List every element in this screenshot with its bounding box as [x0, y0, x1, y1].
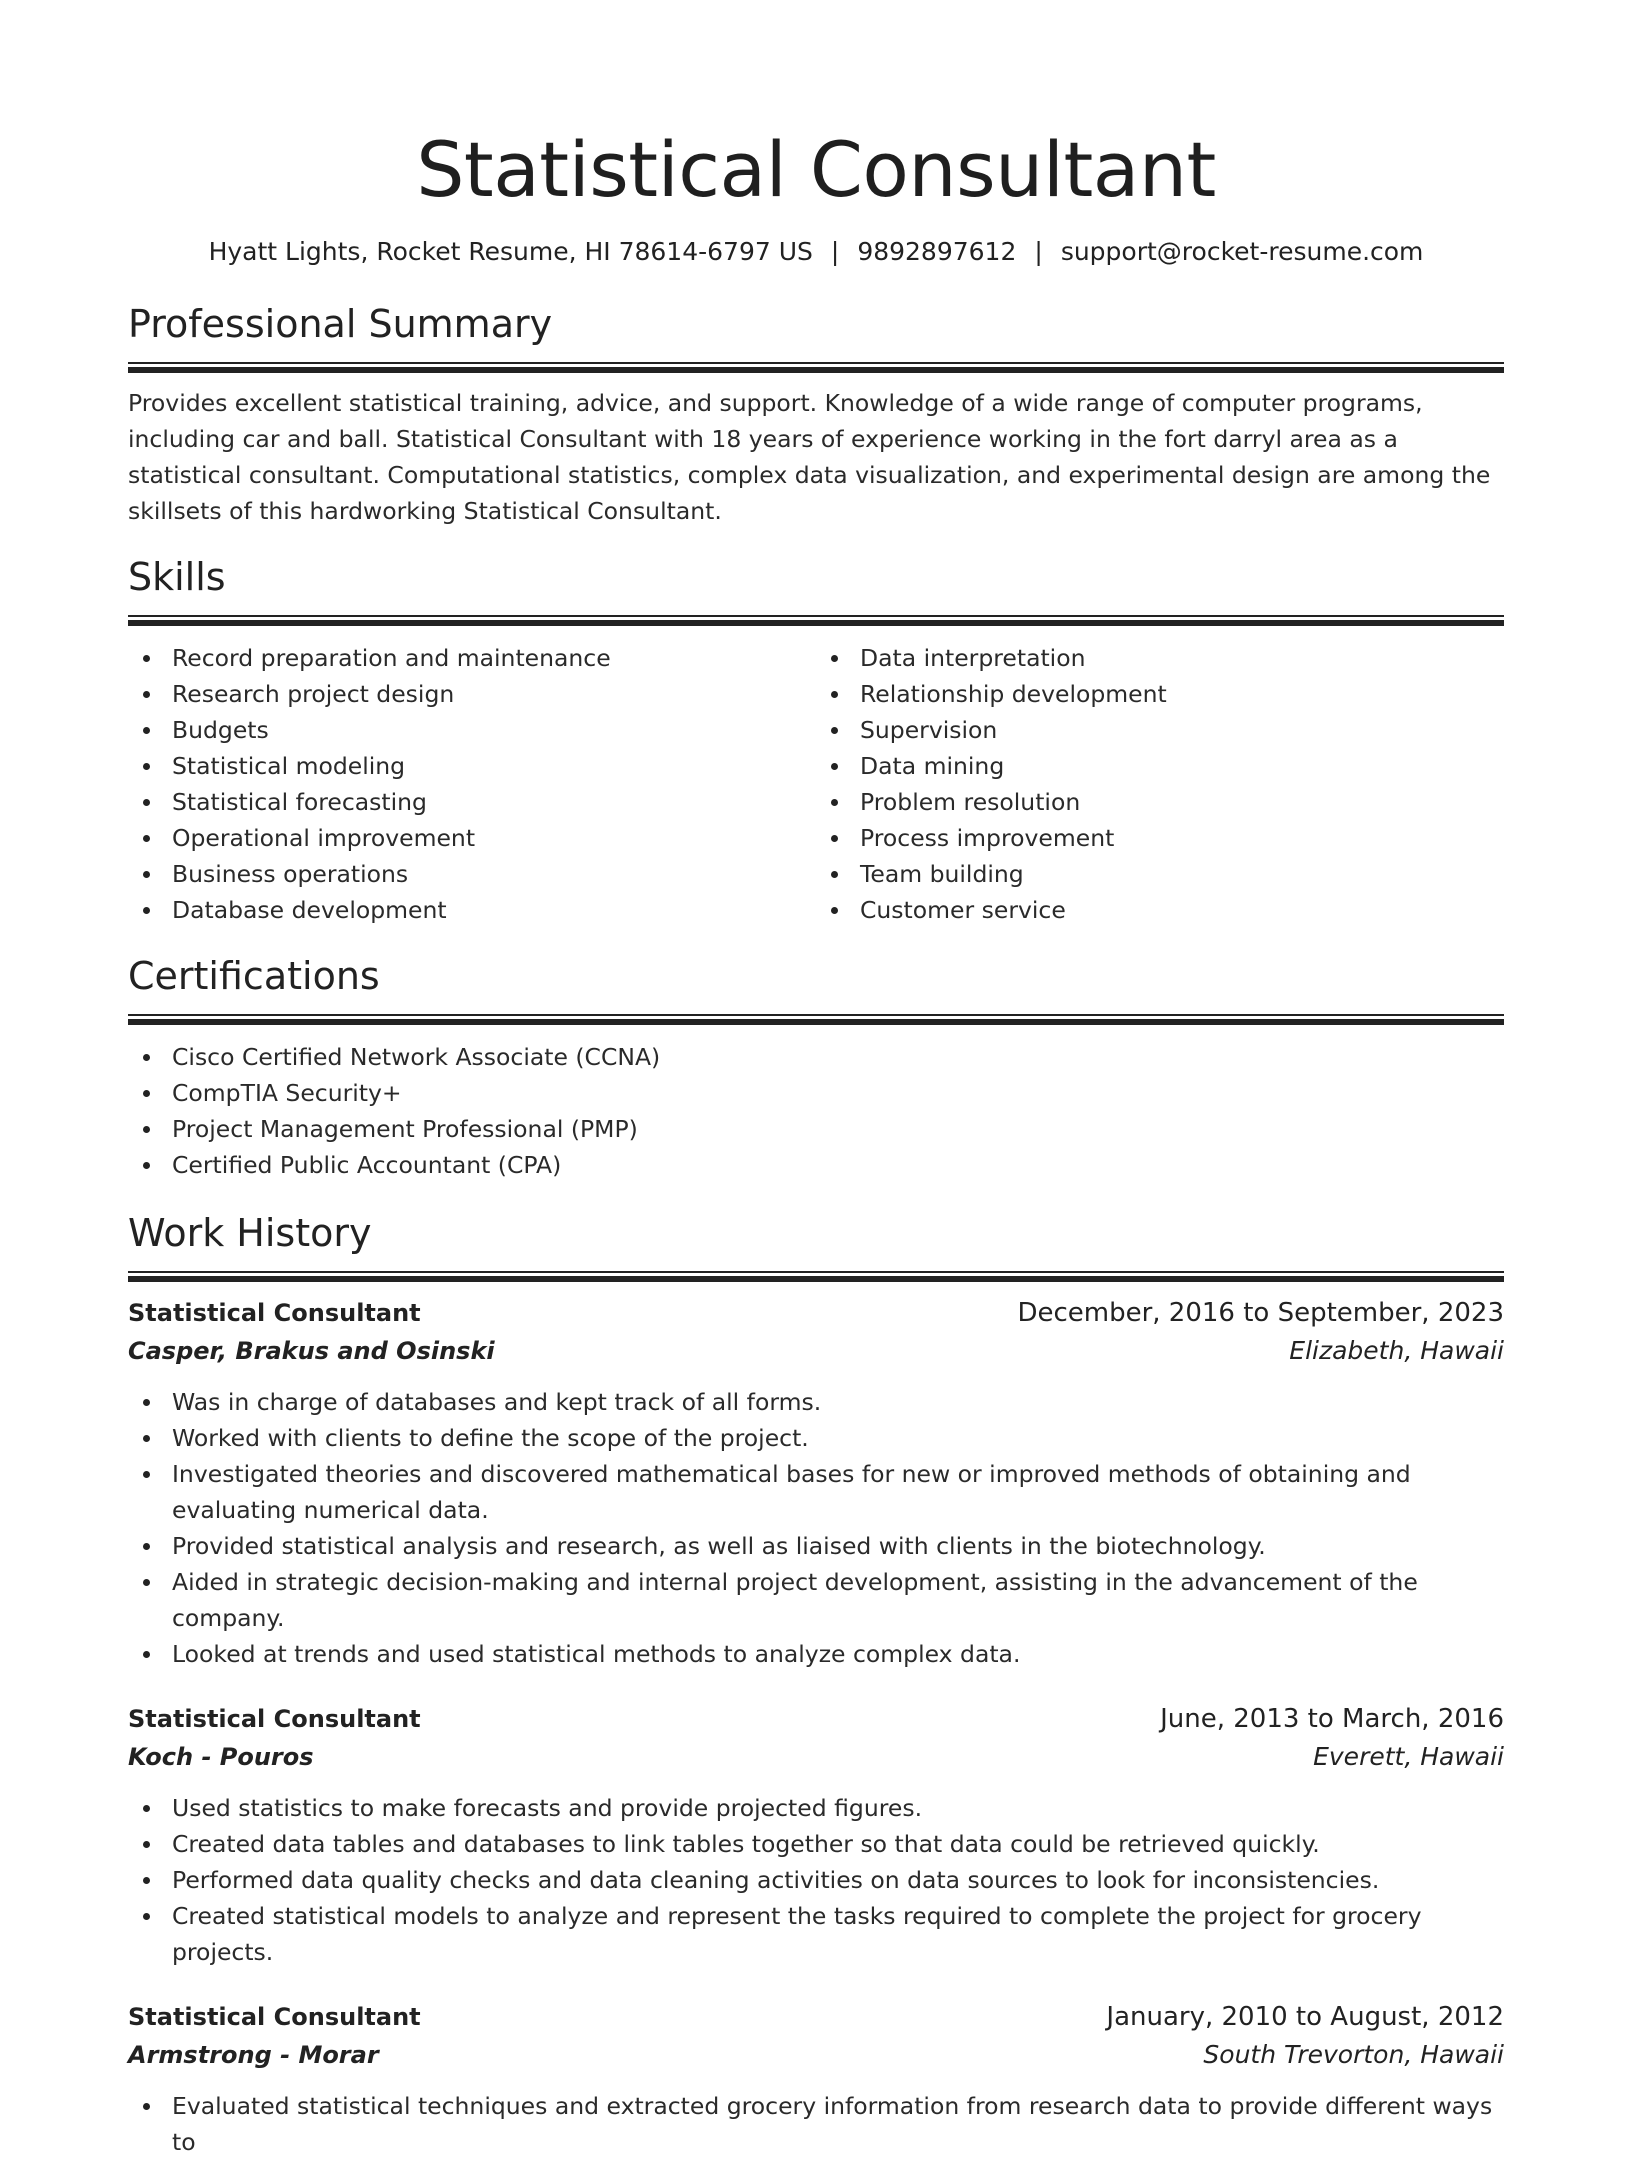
- job-location: Elizabeth, Hawaii: [1289, 1336, 1504, 1365]
- job-bullet-list: [128, 1384, 1504, 1672]
- job-bullet: Looked at trends and used statistical methods to analyze complex data.: [128, 1636, 1504, 1672]
- skills-list-right: [816, 640, 1504, 928]
- job-company: Armstrong - Morar: [128, 2041, 379, 2069]
- section-heading-summary: Professional Summary: [128, 302, 553, 346]
- job-header-row: [128, 1998, 1504, 2036]
- skill-item: Operational improvement: [128, 820, 816, 856]
- job-header-row: [128, 1700, 1504, 1738]
- skill-item: Relationship development: [816, 676, 1504, 712]
- skill-item: Record preparation and maintenance: [128, 640, 816, 676]
- certification-item: Certified Public Accountant (CPA): [128, 1147, 1504, 1183]
- resume-title: Statistical Consultant: [416, 125, 1216, 214]
- job-title: Statistical Consultant: [128, 1299, 421, 1327]
- skill-item: Problem resolution: [816, 784, 1504, 820]
- skill-item: Statistical forecasting: [128, 784, 816, 820]
- section-heading-skills: Skills: [128, 555, 226, 599]
- job-bullet: Performed data quality checks and data cleaning activities on data sources to look for inconsistencies.: [128, 1862, 1504, 1898]
- job-dates: January, 2010 to August, 2012: [1106, 2002, 1504, 2032]
- contact-address: Hyatt Lights, Rocket Resume, HI 78614-6797 US: [208, 237, 813, 266]
- skill-item: Data mining: [816, 748, 1504, 784]
- job-bullet: Investigated theories and discovered mathematical bases for new or improved methods of obtaining and evaluating numerical data.: [128, 1456, 1504, 1528]
- job-dates: December, 2016 to September, 2023: [1017, 1298, 1504, 1328]
- skill-item: Research project design: [128, 676, 816, 712]
- contact-line: [128, 234, 1504, 270]
- job-location: South Trevorton, Hawaii: [1203, 2040, 1504, 2069]
- job-subheader-row: [128, 1332, 1504, 1370]
- job-company: Koch - Pouros: [128, 1743, 314, 1771]
- skills-grid: [128, 640, 1504, 928]
- skill-item: Budgets: [128, 712, 816, 748]
- section-divider: [128, 362, 1504, 373]
- job-header-row: [128, 1294, 1504, 1332]
- skill-item: Business operations: [128, 856, 816, 892]
- contact-email: support@rocket-resume.com: [1060, 237, 1424, 266]
- summary-section: [128, 300, 1504, 529]
- job-title: Statistical Consultant: [128, 2003, 421, 2031]
- skill-item: Customer service: [816, 892, 1504, 928]
- job-subheader-row: [128, 1738, 1504, 1776]
- contact-separator: |: [1034, 237, 1043, 266]
- contact-separator: |: [830, 237, 840, 266]
- job-bullet: Evaluated statistical techniques and extracted grocery information from research data to provide different ways to: [128, 2088, 1504, 2160]
- job-location: Everett, Hawaii: [1313, 1742, 1504, 1771]
- skills-section: [128, 553, 1504, 928]
- job-bullet: Provided statistical analysis and research, as well as liaised with clients in the biotechnology.: [128, 1528, 1504, 1564]
- certification-item: Cisco Certified Network Associate (CCNA): [128, 1039, 1504, 1075]
- job-bullet: Was in charge of databases and kept track of all forms.: [128, 1384, 1504, 1420]
- certifications-list: [128, 1039, 1504, 1183]
- skills-list-left: [128, 640, 816, 928]
- job-bullet: Aided in strategic decision-making and internal project development, assisting in the advancement of the company.: [128, 1564, 1504, 1636]
- section-divider: [128, 615, 1504, 626]
- work-history-section: [128, 1209, 1504, 2160]
- job-bullet-list: [128, 1790, 1504, 1970]
- job-title: Statistical Consultant: [128, 1705, 421, 1733]
- job-bullet: Created statistical models to analyze and represent the tasks required to complete the project for grocery projects.: [128, 1898, 1504, 1970]
- skill-item: Team building: [816, 856, 1504, 892]
- section-divider: [128, 1271, 1504, 1282]
- job-dates: June, 2013 to March, 2016: [1160, 1704, 1504, 1734]
- job-subheader-row: [128, 2036, 1504, 2074]
- job-entry: [128, 1700, 1504, 1970]
- contact-phone: 9892897612: [857, 237, 1017, 266]
- job-entry: [128, 1998, 1504, 2160]
- skill-item: Data interpretation: [816, 640, 1504, 676]
- job-bullet-list: [128, 2088, 1504, 2160]
- job-entry: [128, 1294, 1504, 1672]
- skill-item: Database development: [128, 892, 816, 928]
- certifications-section: [128, 952, 1504, 1183]
- skill-item: Statistical modeling: [128, 748, 816, 784]
- certification-item: CompTIA Security+: [128, 1075, 1504, 1111]
- job-bullet: Used statistics to make forecasts and provide projected figures.: [128, 1790, 1504, 1826]
- job-bullet: Created data tables and databases to link tables together so that data could be retrieved quickly.: [128, 1826, 1504, 1862]
- job-company: Casper, Brakus and Osinski: [128, 1337, 495, 1365]
- job-bullet: Worked with clients to define the scope of the project.: [128, 1420, 1504, 1456]
- skill-item: Supervision: [816, 712, 1504, 748]
- section-divider: [128, 1014, 1504, 1025]
- section-heading-certifications: Certifications: [128, 954, 380, 998]
- certification-item: Project Management Professional (PMP): [128, 1111, 1504, 1147]
- section-heading-work-history: Work History: [128, 1211, 372, 1255]
- skill-item: Process improvement: [816, 820, 1504, 856]
- summary-text: Provides excellent statistical training, advice, and support. Knowledge of a wide range of computer programs, including car and ball. Statistical Consultant with 18 years of experience working in the fort darryl area as a statistical consultant. Computational statistics, complex data visualization, and experimental design are among the skillsets of this hardworking Statistical Consultant.: [128, 389, 1491, 525]
